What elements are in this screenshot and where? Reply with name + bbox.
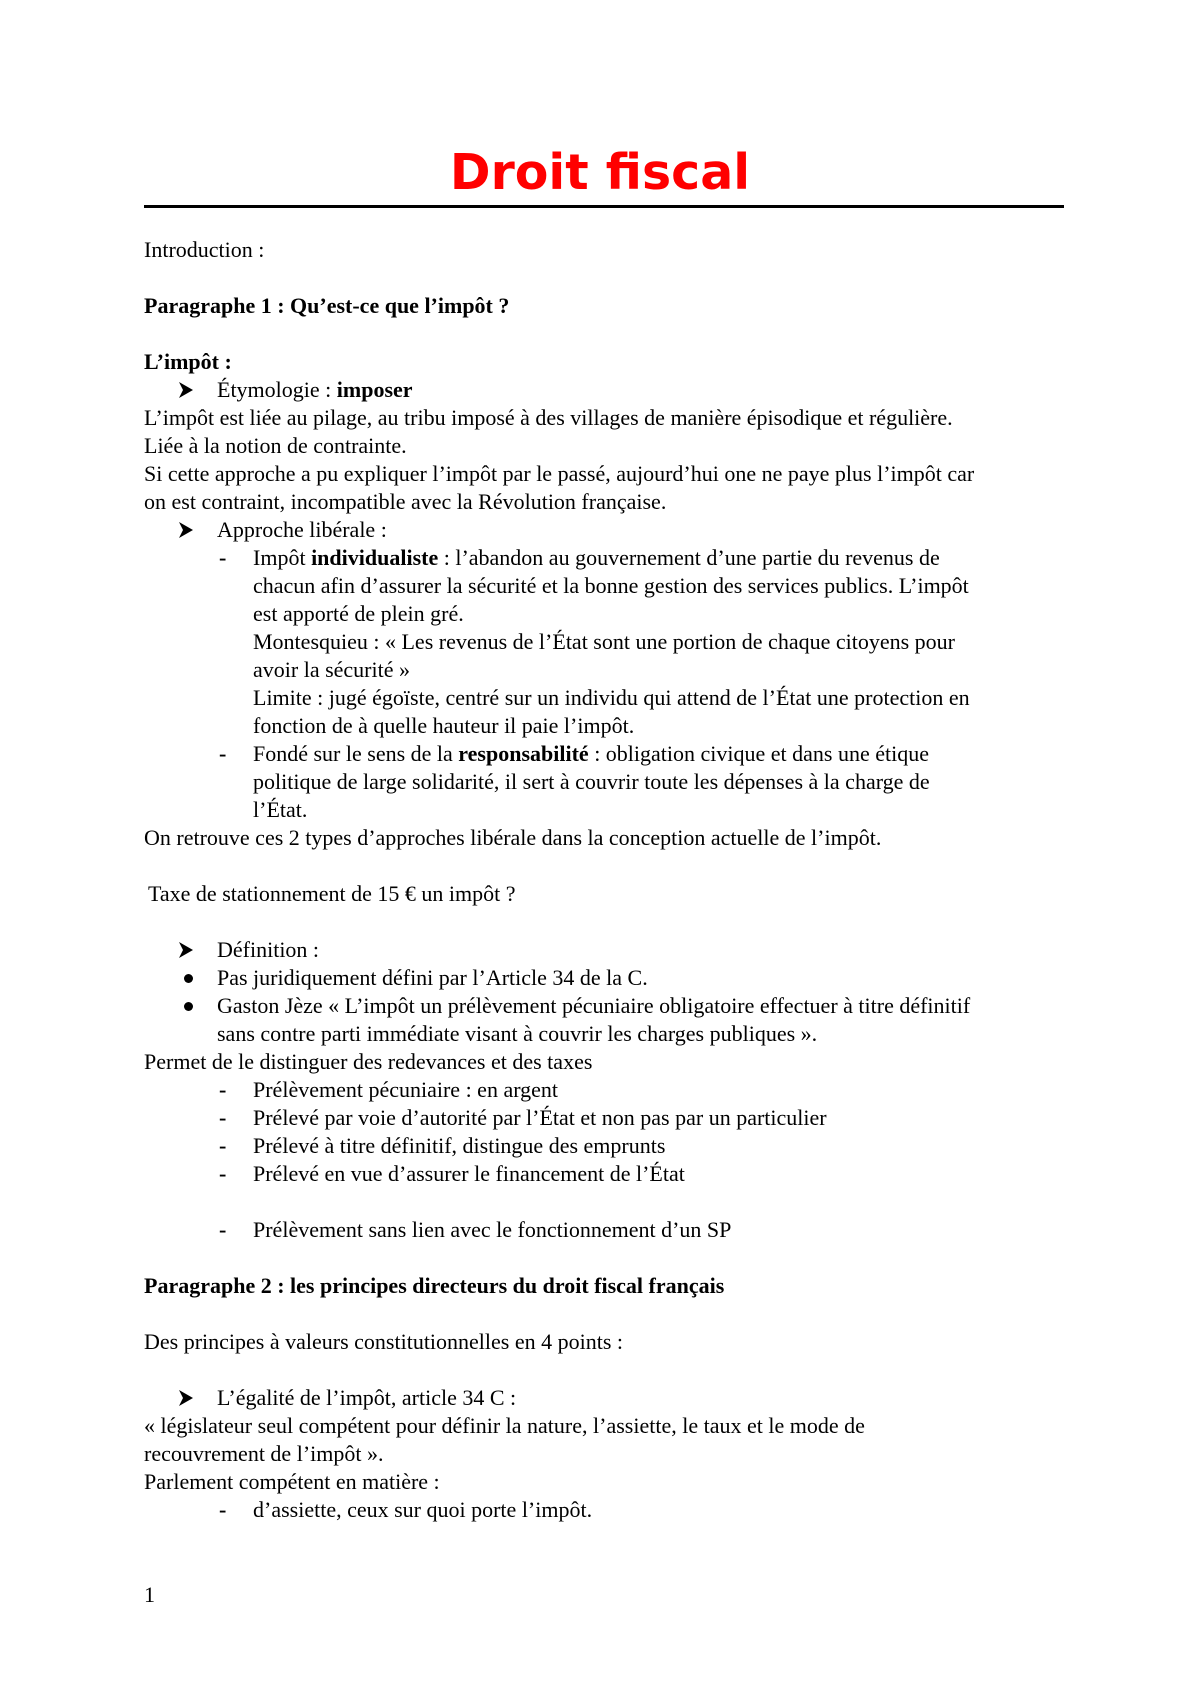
text-line: Prélèvement pécuniaire : en argent [253,1077,559,1102]
dash-bullet: - [219,741,227,766]
text-line: Si cette approche a pu expliquer l’impôt par le passé, aujourd’hui one ne paye plus l’impôt car [144,461,975,486]
dash-bullet: - [219,1497,227,1522]
text-line: on est contraint, incompatible avec la Révolution française. [144,489,667,514]
text-line: On retrouve ces 2 types d’approches libérale dans la conception actuelle de l’impôt. [144,825,882,850]
dash-bullet: - [219,1077,227,1102]
arrow-bullet-icon [178,516,194,539]
text-line: chacun afin d’assurer la sécurité et la bonne gestion des services publics. L’impôt [253,573,969,598]
round-bullet-icon [184,1002,193,1011]
heading-line: L’impôt : [144,349,232,374]
text-line: Étymologie : imposer [217,377,413,402]
text-line: Liée à la notion de contrainte. [144,433,407,458]
text-line: est apporté de plein gré. [253,601,464,626]
text-line: Impôt individualiste : l’abandon au gouvernement d’une partie du revenus de [253,545,940,570]
text-line: Prélevé par voie d’autorité par l’État et non pas par un particulier [253,1105,827,1130]
title-underline [144,205,1064,208]
page-number: 1 [144,1582,155,1607]
text-line: Introduction : [144,237,265,262]
text-line: « législateur seul compétent pour définir la nature, l’assiette, le taux et le mode de [144,1413,865,1438]
text-line: Permet de le distinguer des redevances et des taxes [144,1049,593,1074]
arrow-bullet-icon [178,1384,194,1407]
text-line: Prélevé à titre définitif, distingue des emprunts [253,1133,666,1158]
dash-bullet: - [219,1161,227,1186]
text-line: L’impôt est liée au pilage, au tribu imposé à des villages de manière épisodique et régulière. [144,405,953,430]
dash-bullet: - [219,545,227,570]
text-line: Prélèvement sans lien avec le fonctionnement d’un SP [253,1217,732,1242]
text-line: Montesquieu : « Les revenus de l’État sont une portion de chaque citoyens pour [253,629,955,654]
text-line: avoir la sécurité » [253,657,410,682]
text-line: Pas juridiquement défini par l’Article 34 de la C. [217,965,648,990]
dash-bullet: - [219,1133,227,1158]
heading-line: Paragraphe 2 : les principes directeurs du droit fiscal français [144,1273,725,1298]
text-line: fonction de à quelle hauteur il paie l’impôt. [253,713,635,738]
text-line: recouvrement de l’impôt ». [144,1441,384,1466]
arrow-bullet-icon [178,936,194,959]
text-line: Limite : jugé égoïste, centré sur un individu qui attend de l’État une protection en [253,685,970,710]
text-line: Approche libérale : [217,517,387,542]
text-line: d’assiette, ceux sur quoi porte l’impôt. [253,1497,593,1522]
text-line: l’État. [253,797,308,822]
text-line: Parlement compétent en matière : [144,1469,440,1494]
dash-bullet: - [219,1217,227,1242]
text-line: Taxe de stationnement de 15 € un impôt ? [148,881,516,906]
text-line: Gaston Jèze « L’impôt un prélèvement pécuniaire obligatoire effectuer à titre définitif [217,993,971,1018]
text-line: Définition : [217,937,320,962]
arrow-bullet-icon [178,376,194,399]
text-line: L’égalité de l’impôt, article 34 C : [217,1385,517,1410]
text-line: sans contre parti immédiate visant à couvrir les charges publiques ». [217,1021,818,1046]
text-line: Des principes à valeurs constitutionnelles en 4 points : [144,1329,624,1354]
round-bullet-icon [184,974,193,983]
document-title: Droit fiscal [449,144,751,201]
text-line: politique de large solidarité, il sert à couvrir toute les dépenses à la charge de [253,769,930,794]
text-line: Prélevé en vue d’assurer le financement de l’État [253,1161,685,1186]
heading-line: Paragraphe 1 : Qu’est-ce que l’impôt ? [144,293,510,318]
dash-bullet: - [219,1105,227,1130]
text-line: Fondé sur le sens de la responsabilité : obligation civique et dans une étique [253,741,929,766]
